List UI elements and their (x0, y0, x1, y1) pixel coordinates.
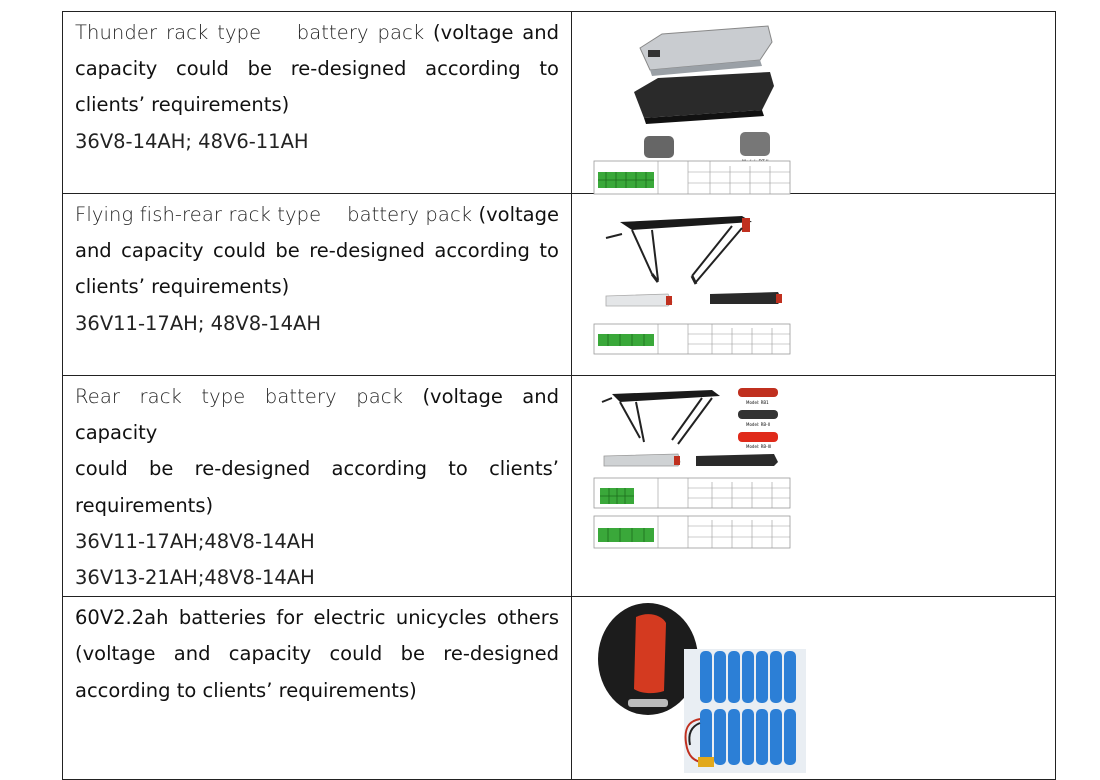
image-cell (572, 194, 1056, 376)
spec-line: 36V13-21AH;48V8-14AH (75, 566, 315, 590)
description-cell (63, 376, 572, 597)
model-label: Model: RB-II (746, 422, 770, 427)
spec-line: 36V11-17AH; 48V8-14AH (75, 311, 321, 335)
image-cell (572, 597, 1056, 780)
model-label: Model: RB1 (746, 400, 769, 405)
table-row (63, 12, 1056, 194)
image-cell (572, 12, 1056, 194)
description-cell (63, 597, 572, 780)
product-table (62, 11, 1056, 780)
description-cell (63, 12, 572, 194)
rear-rack-type-image (592, 384, 812, 552)
description-text: Thunder rack type battery pack (voltage and capacity could be re-designed according to clients’ requirements) 36V8-14AH; 48V6-11AH (63, 12, 571, 160)
model-label: Model: RB-III (746, 444, 772, 449)
rear-rack-battery-image (592, 208, 802, 358)
spec-line: 36V11-17AH;48V8-14AH (75, 529, 315, 553)
unicycle-battery-image (592, 599, 822, 777)
description-text: Rear rack type battery pack (voltage and capacity could be re-designed according to clients’ requirements) 36V11-17AH;48V8-14AH 36V13-21AH;48V8-14AH (63, 376, 571, 596)
description-cell (63, 194, 572, 376)
description-text: 60V2.2ah batteries for electric unicycles others (voltage and capacity could be re-designed according to clients’ requirements) (63, 597, 571, 709)
product-name: Flying fish-rear rack type battery pack (75, 203, 473, 226)
spec-line: 36V8-14AH; 48V6-11AH (75, 129, 309, 153)
description-text: Flying fish-rear rack type battery pack (voltage and capacity could be re-designed according to clients’ requirements) 36V11-17AH; 48V8-14AH (63, 194, 571, 342)
product-name: 60V2.2ah batteries for electric unicycles others (75, 606, 559, 630)
table-row (63, 376, 1056, 597)
table-row (63, 194, 1056, 376)
table-row (63, 597, 1056, 780)
product-name: Thunder rack type battery pack (75, 21, 425, 44)
thunder-battery-image (592, 20, 812, 195)
image-cell (572, 376, 1056, 597)
product-name: Rear rack type battery pack (75, 385, 404, 408)
